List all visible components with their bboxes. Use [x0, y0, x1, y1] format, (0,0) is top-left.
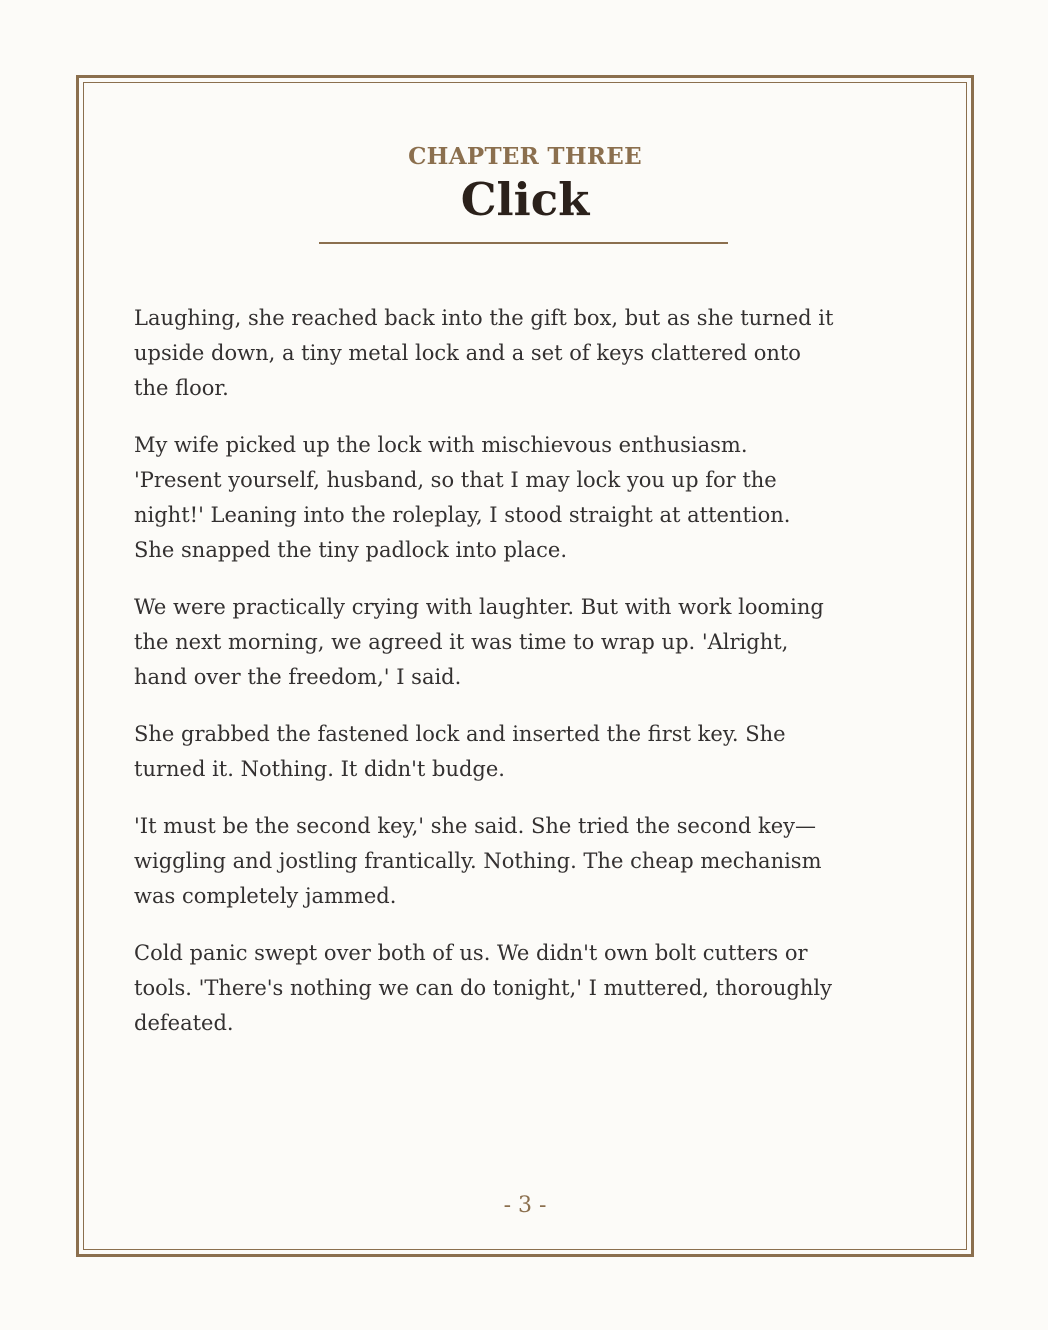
- chapter-body: [134, 301, 834, 1063]
- paragraph: 'It must be the second key,' she said. She tried the second key—wiggling and jostling frantically. Nothing. The cheap mechanism was completely jammed.: [134, 814, 822, 908]
- page-number: - 3 -: [503, 1193, 547, 1218]
- chapter-title: Click: [460, 173, 590, 226]
- paragraph: Cold panic swept over both of us. We didn't own bolt cutters or tools. 'There's nothing we can do tonight,' I muttered, thoroughly defeated.: [134, 941, 832, 1035]
- paragraph: We were practically crying with laughter. But with work looming the next morning, we agreed it was time to wrap up. 'Alright, hand over the freedom,' I said.: [134, 595, 824, 689]
- chapter-header: [79, 142, 971, 228]
- chapter-label: CHAPTER THREE: [408, 143, 642, 170]
- paragraph: She grabbed the fastened lock and inserted the first key. She turned it. Nothing. It didn't budge.: [134, 722, 786, 781]
- paragraph: Laughing, she reached back into the gift box, but as she turned it upside down, a tiny metal lock and a set of keys clattered onto the floor.: [134, 306, 834, 400]
- title-divider: [319, 242, 728, 244]
- page-frame: [76, 75, 974, 1257]
- paragraph: My wife picked up the lock with mischievous enthusiasm. 'Present yourself, husband, so that I may lock you up for the night!' Leaning into the roleplay, I stood straight at attention. She snapped the tiny padlock into place.: [134, 433, 791, 562]
